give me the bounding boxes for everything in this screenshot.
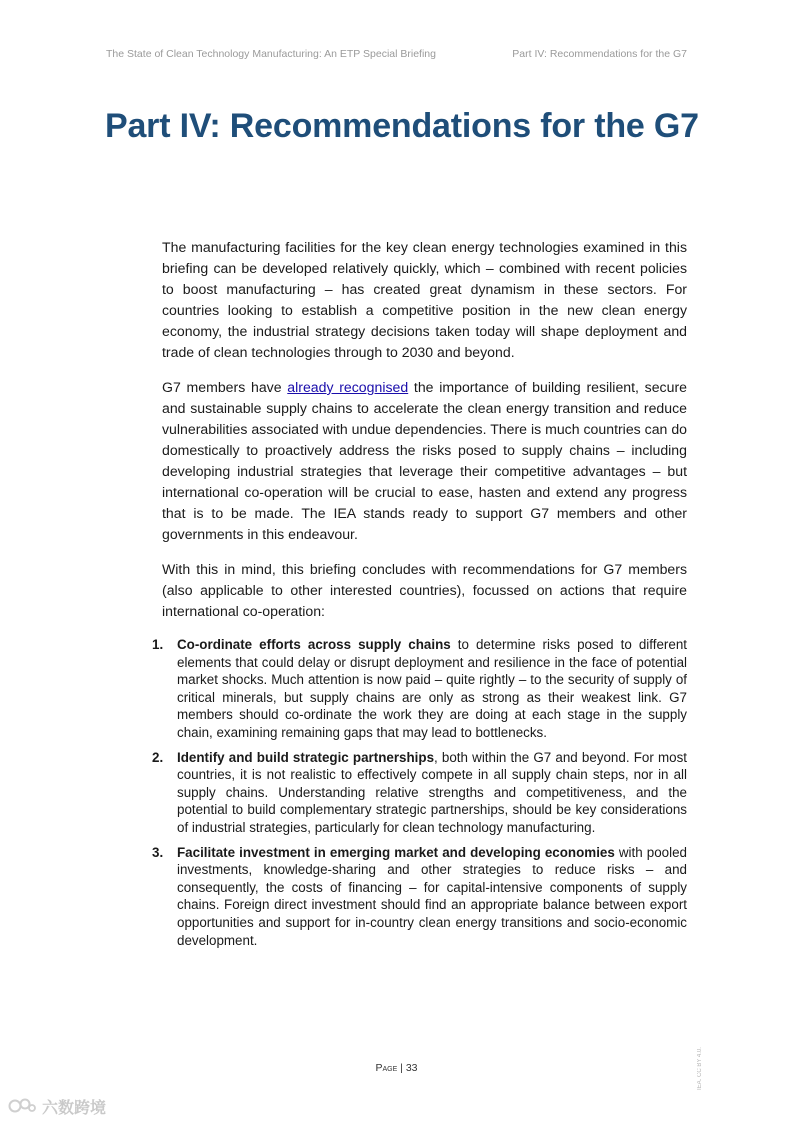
recommendation-item: [152, 749, 687, 837]
already-recognised-link[interactable]: already recognised: [287, 379, 409, 395]
recommendation-number: 3.: [152, 844, 164, 860]
recommendations-list: [152, 636, 687, 956]
g7-context-paragraph: [162, 377, 687, 545]
page-footer: [0, 1062, 793, 1074]
page-number: 33: [405, 1062, 418, 1074]
recommendation-heading: Co-ordinate efforts across supply chains: [177, 637, 451, 652]
page-separator: |: [397, 1062, 406, 1074]
paragraph-text-after-link: the importance of building resilient, secure and sustainable supply chains to accelerate the clean energy transition and reduce vulnerabilities associated with undue dependencies. There is much countries can do domestically to proactively address the risks posed to supply chains – including developing industrial strategies that leverage their competitive advantages – but international co-operation will be crucial to ease, hasten and extend any progress that is to be made. The IEA stands ready to support G7 members and other governments in this endeavour.: [162, 379, 687, 542]
recommendation-heading: Facilitate investment in emerging market and developing economies: [177, 844, 615, 860]
intro-paragraph: The manufacturing facilities for the key clean energy technologies examined in this briefing can be developed relatively quickly, which – combined with recent policies to boost manufacturing – has created great dynamism in these sectors. For countries looking to establish a competitive position in the new clean energy economy, the industrial strategy decisions taken today will shape deployment and trade of clean technologies through to 2030 and beyond.: [162, 239, 687, 360]
recommendation-text: to determine risks posed to different elements that could delay or disrupt deployment and resilience in the face of potential market shocks. Much attention is now paid – quite rightly – to the security of supply of critical minerals, but supply chains are only as strong as their weakest link. G7 members should co-ordinate the work they are doing at each stage in the supply chain, examining remaining gaps that may lead to bottlenecks.: [177, 637, 687, 740]
paragraph-text-before-link: G7 members have: [162, 379, 288, 395]
recommendation-heading: Identify and build strategic partnerships: [177, 749, 435, 765]
running-header-report-title: The State of Clean Technology Manufacturing: An ETP Special Briefing: [106, 48, 436, 60]
recommendations-intro-paragraph: With this in mind, this briefing concludes with recommendations for G7 members (also applicable to other interested countries), focussed on actions that require international co-operation:: [162, 561, 687, 619]
recommendation-item: [152, 844, 687, 950]
recommendation-text: with pooled investments, knowledge-sharing and other strategies to reduce risks – and consequently, the costs of financing – for capital-intensive components of supply chains. Foreign direct investment should find an appropriate balance between export opportunities and support for in-country clean energy transitions and socio-economic development.: [177, 844, 687, 948]
recommendation-item: [152, 636, 687, 742]
watermark: [8, 1094, 106, 1118]
page-label: Page: [375, 1062, 398, 1074]
page-title: Part IV: Recommendations for the G7: [105, 107, 699, 145]
recommendation-text: , both within the G7 and beyond. For most countries, it is not realistic to effectively compete in all supply chain steps, nor in all supply chains. Understanding relative strengths and competitiveness, and the potential to build complementary strategic partnerships, should be key considerations of industrial strategies, particularly for clean technology manufacturing.: [177, 749, 687, 835]
running-header-section-title: Part IV: Recommendations for the G7: [512, 48, 687, 60]
license-notice: IEA. CC BY 4.0.: [697, 1047, 703, 1090]
watermark-text: 六数跨境: [42, 1099, 107, 1117]
watermark-logo-icon: [8, 1096, 36, 1116]
recommendation-number: 2.: [152, 749, 164, 765]
recommendation-number: 1.: [152, 637, 164, 652]
